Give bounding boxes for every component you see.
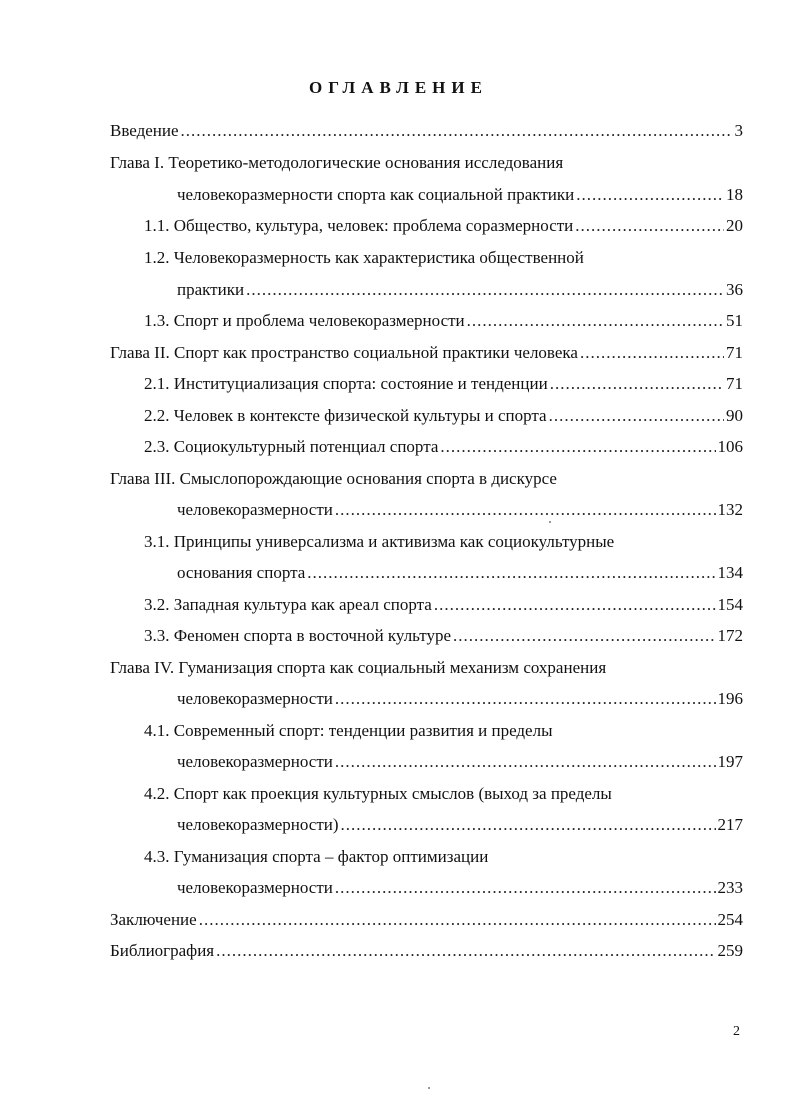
page-number: 2 <box>733 1024 740 1039</box>
toc-entry-3-2 <box>144 592 743 618</box>
dot-leader <box>440 434 715 460</box>
toc-entry-1-2-cont <box>177 277 743 303</box>
dot-leader <box>549 403 724 429</box>
toc-entry-text: человекоразмерности <box>177 500 333 519</box>
toc-entry-text: 2.3. Социокультурный потенциал спорта <box>144 437 439 456</box>
toc-entry-page: 196 <box>717 689 743 708</box>
toc-entry-text: Глава II. Спорт как пространство социальной практики человека <box>110 343 578 362</box>
toc-entry-page: 51 <box>726 311 743 330</box>
toc-entry-4-1-cont <box>177 749 743 775</box>
toc-entry-chapter-1 <box>110 150 743 176</box>
toc-entry-page: 18 <box>726 185 743 204</box>
toc-entry-text: Глава III. Смыслопорождающие основания спорта в дискурсе <box>110 469 557 488</box>
toc-entry-1-1 <box>144 213 743 239</box>
toc-entry-text: 3.3. Феномен спорта в восточной культуре <box>144 626 452 645</box>
page-title: ОГЛАВЛЕНИЕ <box>309 78 488 97</box>
toc-entry-2-1 <box>144 371 743 397</box>
toc-entry-4-2 <box>144 781 743 807</box>
toc-entry-introduction <box>110 118 743 144</box>
toc-entry-text: 1.3. Спорт и проблема человекоразмерности <box>144 311 465 330</box>
toc-entry-2-2 <box>144 403 743 429</box>
toc-entry-page: 217 <box>717 815 743 834</box>
toc-entry-text: основания спорта <box>177 563 306 582</box>
dot-leader <box>307 560 715 586</box>
dot-leader <box>434 592 716 618</box>
toc-entry-text: человекоразмерности <box>177 689 333 708</box>
toc-entry-text: 4.3. Гуманизация спорта – фактор оптимизации <box>144 847 489 866</box>
toc-entry-text: Глава IV. Гуманизация спорта как социальный механизм сохранения <box>110 658 607 677</box>
toc-entry-page: 106 <box>717 437 743 456</box>
toc-entry-chapter-3 <box>110 466 743 492</box>
toc-entry-text: 2.1. Институциализация спорта: состояние и тенденции <box>144 374 548 393</box>
toc-entry-text: человекоразмерности) <box>177 815 339 834</box>
toc-entry-text: Библиография <box>110 941 215 960</box>
toc-entry-1-2 <box>144 245 743 271</box>
scan-speck <box>549 521 551 523</box>
toc-entry-text: 3.1. Принципы универсализма и активизма как социокультурные <box>144 532 615 551</box>
toc-entry-text: человекоразмерности <box>177 752 333 771</box>
toc-entry-4-2-cont <box>177 812 743 838</box>
toc-entry-text: 2.2. Человек в контексте физической культуры и спорта <box>144 406 547 425</box>
toc-entry-2-3 <box>144 434 743 460</box>
toc-entry-page: 254 <box>717 910 743 929</box>
dot-leader <box>453 623 715 649</box>
toc-entry-text: Заключение <box>110 910 197 929</box>
dot-leader <box>575 213 724 239</box>
dot-leader <box>580 340 724 366</box>
dot-leader <box>216 938 715 964</box>
toc-entry-page: 90 <box>726 406 743 425</box>
toc-entry-page: 154 <box>717 595 743 614</box>
dot-leader <box>246 277 724 303</box>
dot-leader <box>335 686 716 712</box>
dot-leader <box>335 497 716 523</box>
toc-entry-page: 3 <box>734 121 743 140</box>
toc-entry-page: 132 <box>717 500 743 519</box>
dot-leader <box>199 907 716 933</box>
dot-leader <box>467 308 724 334</box>
toc-entry-chapter-4 <box>110 655 743 681</box>
toc-entry-4-3 <box>144 844 743 870</box>
toc-entry-chapter-3-cont <box>177 497 743 523</box>
toc-entry-text: Введение <box>110 121 179 140</box>
dot-leader <box>181 118 733 144</box>
dot-leader <box>341 812 716 838</box>
toc-entry-page: 71 <box>726 374 743 393</box>
toc-entry-text: практики <box>177 280 245 299</box>
toc-entry-3-1 <box>144 529 743 555</box>
toc-entry-conclusion <box>110 907 743 933</box>
toc-entry-page: 134 <box>717 563 743 582</box>
toc-entry-page: 172 <box>717 626 743 645</box>
toc-entry-3-1-cont <box>177 560 743 586</box>
toc-entry-text: 3.2. Западная культура как ареал спорта <box>144 595 432 614</box>
dot-leader <box>335 875 716 901</box>
toc-entry-text: 4.2. Спорт как проекция культурных смыслов (выход за пределы <box>144 784 612 803</box>
toc-entry-page: 71 <box>726 343 743 362</box>
toc-entry-bibliography <box>110 938 743 964</box>
toc-entry-chapter-4-cont <box>177 686 743 712</box>
toc-entry-4-1 <box>144 718 743 744</box>
toc-entry-text: человекоразмерности спорта как социальной практики <box>177 185 575 204</box>
toc-entry-text: человекоразмерности <box>177 878 333 897</box>
toc-entry-page: 197 <box>717 752 743 771</box>
toc-entry-1-3 <box>144 308 743 334</box>
toc-entry-4-3-cont <box>177 875 743 901</box>
toc-entry-chapter-2 <box>110 340 743 366</box>
toc-entry-chapter-1-cont <box>177 182 743 208</box>
toc-entry-text: Глава I. Теоретико-методологические основания исследования <box>110 153 564 172</box>
toc-entry-page: 20 <box>726 216 743 235</box>
scan-speck <box>428 1087 430 1089</box>
toc-entry-text: 1.1. Общество, культура, человек: проблема соразмерности <box>144 216 574 235</box>
toc-entry-page: 233 <box>717 878 743 897</box>
toc-entry-text: 1.2. Человекоразмерность как характеристика общественной <box>144 248 584 267</box>
dot-leader <box>335 749 716 775</box>
toc-entry-page: 259 <box>717 941 743 960</box>
dot-leader <box>550 371 724 397</box>
toc-entry-page: 36 <box>726 280 743 299</box>
toc-entry-3-3 <box>144 623 743 649</box>
dot-leader <box>576 182 724 208</box>
toc-entry-text: 4.1. Современный спорт: тенденции развития и пределы <box>144 721 553 740</box>
